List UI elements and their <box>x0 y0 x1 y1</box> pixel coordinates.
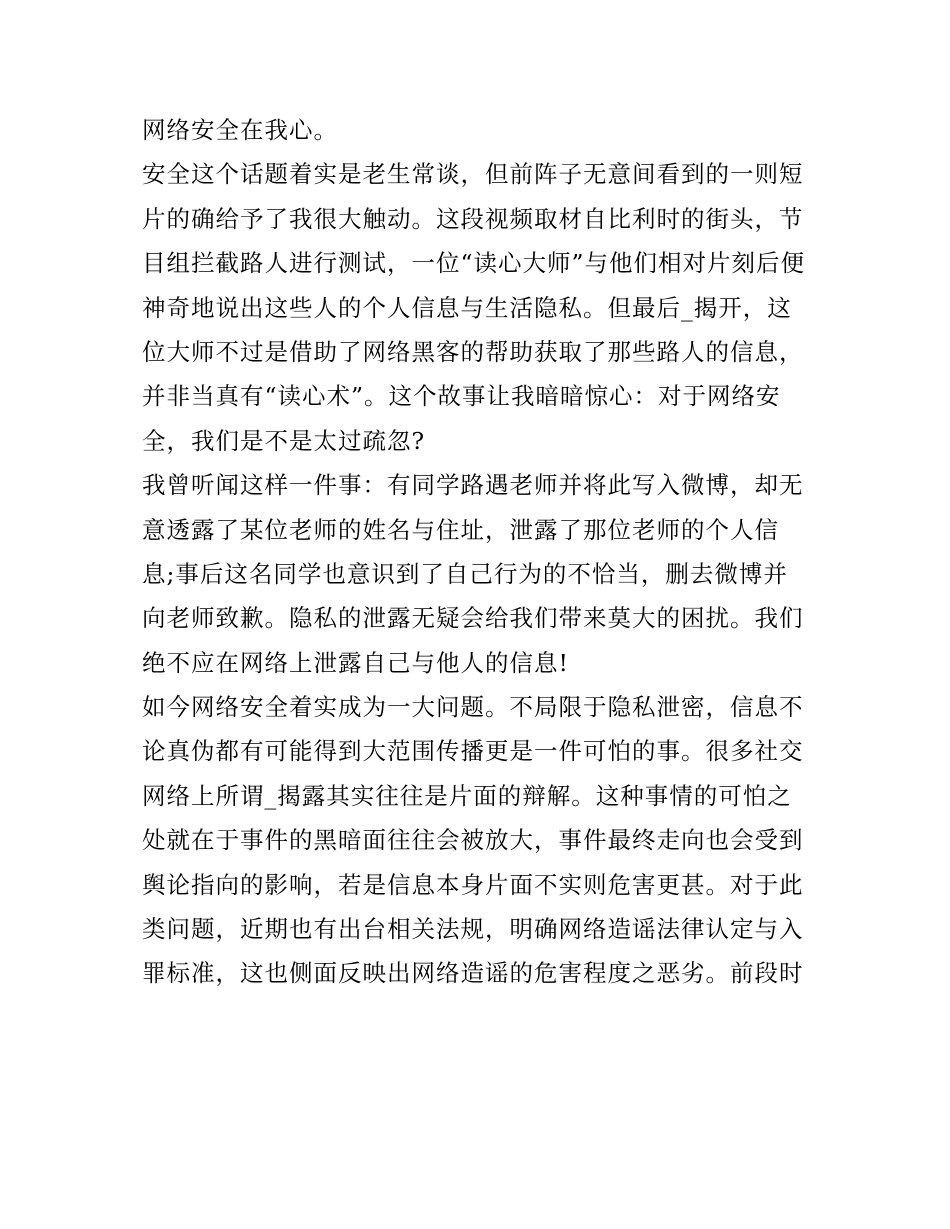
text-line: 意透露了某位老师的姓名与住址，泄露了那位老师的个人信 <box>142 515 779 544</box>
text-line: 向老师致歉。隐私的泄露无疑会给我们带来莫大的困扰。我们 <box>142 604 804 633</box>
text-line: 片的确给予了我很大触动。这段视频取材自比利时的街头，节 <box>142 204 804 233</box>
text-line: 全，我们是不是太过疏忽? <box>142 426 426 455</box>
text-line: 目组拦截路人进行测试，一位“读心大师”与他们相对片刻后便 <box>142 249 806 278</box>
text-line: 绝不应在网络上泄露自己与他人的信息! <box>142 648 569 677</box>
text-line: 类问题，近期也有出台相关法规，明确网络造谣法律认定与入 <box>142 915 804 944</box>
text-line: 罪标准，这也侧面反映出网络造谣的危害程度之恶劣。前段时 <box>142 959 804 988</box>
text-line: 我曾听闻这样一件事：有同学路遇老师并将此写入微博，却无 <box>142 471 804 500</box>
text-line: 论真伪都有可能得到大范围传播更是一件可怕的事。很多社交 <box>142 737 804 766</box>
text-line: 安全这个话题着实是老生常谈，但前阵子无意间看到的一则短 <box>142 160 804 189</box>
text-line: 处就在于事件的黑暗面往往会被放大，事件最终走向也会受到 <box>142 826 804 855</box>
text-line: 息;事后这名同学也意识到了自己行为的不恰当，删去微博并 <box>142 559 788 588</box>
text-line: 位大师不过是借助了网络黑客的帮助获取了那些路人的信息， <box>142 337 804 366</box>
text-line: 并非当真有“读心术”。这个故事让我暗暗惊心：对于网络安 <box>142 382 781 411</box>
text-line: 神奇地说出这些人的个人信息与生活隐私。但最后_揭开，这 <box>142 293 792 322</box>
essay-body <box>142 108 814 996</box>
text-line: 网络上所谓_揭露其实往往是片面的辩解。这种事情的可怕之 <box>142 781 792 810</box>
text-line: 如今网络安全着实成为一大问题。不局限于隐私泄密，信息不 <box>142 693 804 722</box>
text-line: 舆论指向的影响，若是信息本身片面不实则危害更甚。对于此 <box>142 870 804 899</box>
text-line-title: 网络安全在我心。 <box>142 116 338 144</box>
